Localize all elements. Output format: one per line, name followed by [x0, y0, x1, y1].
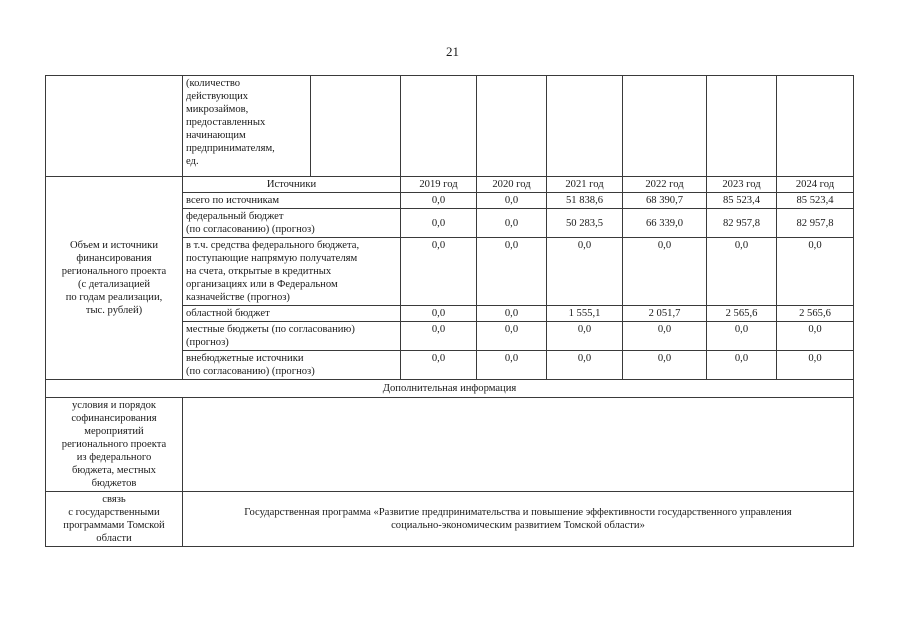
finance-value: 0,0	[777, 238, 854, 306]
finance-value: 0,0	[477, 238, 547, 306]
year-header: 2019 год	[401, 177, 477, 193]
year-header: 2021 год	[547, 177, 623, 193]
indicator-empty-cell	[707, 76, 777, 177]
programs-row	[46, 492, 854, 547]
finance-value: 0,0	[477, 351, 547, 380]
finance-row-label: областной бюджет	[183, 306, 401, 322]
finance-value: 0,0	[707, 351, 777, 380]
finance-value: 51 838,6	[547, 193, 623, 209]
finance-label: Объем и источники финансирования регионального проекта (с детализацией по годам реализации, тыс. рублей)	[46, 177, 183, 380]
cofinancing-label: условия и порядок софинансирования мероприятий регионального проекта из федерального бюджета, местных бюджетов	[46, 398, 183, 492]
finance-value: 0,0	[547, 351, 623, 380]
finance-value: 0,0	[477, 322, 547, 351]
finance-value: 0,0	[623, 238, 707, 306]
finance-value: 82 957,8	[777, 209, 854, 238]
programs-label: связь с государственными программами Томской области	[46, 492, 183, 547]
finance-value: 50 283,5	[547, 209, 623, 238]
indicator-empty-cell	[477, 76, 547, 177]
indicator-empty-cell	[547, 76, 623, 177]
indicator-text: (количество действующих микрозаймов, предоставленных начинающим предпринимателям, ед.	[183, 76, 311, 177]
project-table	[45, 75, 854, 547]
finance-value: 0,0	[401, 209, 477, 238]
finance-value: 0,0	[777, 351, 854, 380]
year-header: 2024 год	[777, 177, 854, 193]
finance-value: 2 565,6	[707, 306, 777, 322]
finance-value: 2 051,7	[623, 306, 707, 322]
finance-row-label: федеральный бюджет (по согласованию) (прогноз)	[183, 209, 401, 238]
cofinancing-row	[46, 398, 854, 492]
finance-value: 0,0	[477, 193, 547, 209]
sources-header: Источники	[183, 177, 401, 193]
year-header: 2022 год	[623, 177, 707, 193]
finance-row-label: местные бюджеты (по согласованию) (прогноз)	[183, 322, 401, 351]
finance-value: 0,0	[547, 238, 623, 306]
indicator-row	[46, 76, 854, 177]
finance-value: 0,0	[477, 306, 547, 322]
finance-value: 0,0	[707, 322, 777, 351]
finance-header-row	[46, 177, 854, 193]
finance-row-label: в т.ч. средства федерального бюджета, поступающие напрямую получателям на счета, открытые в кредитных организациях или в Федеральном казначействе (прогноз)	[183, 238, 401, 306]
finance-value: 85 523,4	[777, 193, 854, 209]
finance-row-label: внебюджетные источники (по согласованию) (прогноз)	[183, 351, 401, 380]
indicator-empty-cell	[623, 76, 707, 177]
finance-value: 0,0	[623, 351, 707, 380]
additional-info-row	[46, 380, 854, 398]
finance-value: 2 565,6	[777, 306, 854, 322]
indicator-empty-cell	[777, 76, 854, 177]
finance-value: 82 957,8	[707, 209, 777, 238]
finance-value: 68 390,7	[623, 193, 707, 209]
indicator-empty-cell	[46, 76, 183, 177]
finance-row-label: всего по источникам	[183, 193, 401, 209]
cofinancing-value	[183, 398, 854, 492]
year-header: 2023 год	[707, 177, 777, 193]
finance-value: 85 523,4	[707, 193, 777, 209]
indicator-empty-cell	[311, 76, 401, 177]
finance-value: 0,0	[401, 306, 477, 322]
finance-value: 1 555,1	[547, 306, 623, 322]
finance-value: 0,0	[401, 322, 477, 351]
finance-value: 0,0	[401, 238, 477, 306]
page-number: 21	[446, 44, 459, 59]
year-header: 2020 год	[477, 177, 547, 193]
finance-value: 0,0	[401, 193, 477, 209]
additional-info-header: Дополнительная информация	[46, 380, 854, 398]
indicator-empty-cell	[401, 76, 477, 177]
finance-value: 0,0	[777, 322, 854, 351]
finance-value: 0,0	[547, 322, 623, 351]
programs-value: Государственная программа «Развитие предпринимательства и повышение эффективности государственного управления социально-экономическим развитием Томской области»	[183, 492, 854, 547]
finance-value: 0,0	[477, 209, 547, 238]
finance-value: 0,0	[401, 351, 477, 380]
finance-value: 66 339,0	[623, 209, 707, 238]
finance-value: 0,0	[623, 322, 707, 351]
finance-value: 0,0	[707, 238, 777, 306]
